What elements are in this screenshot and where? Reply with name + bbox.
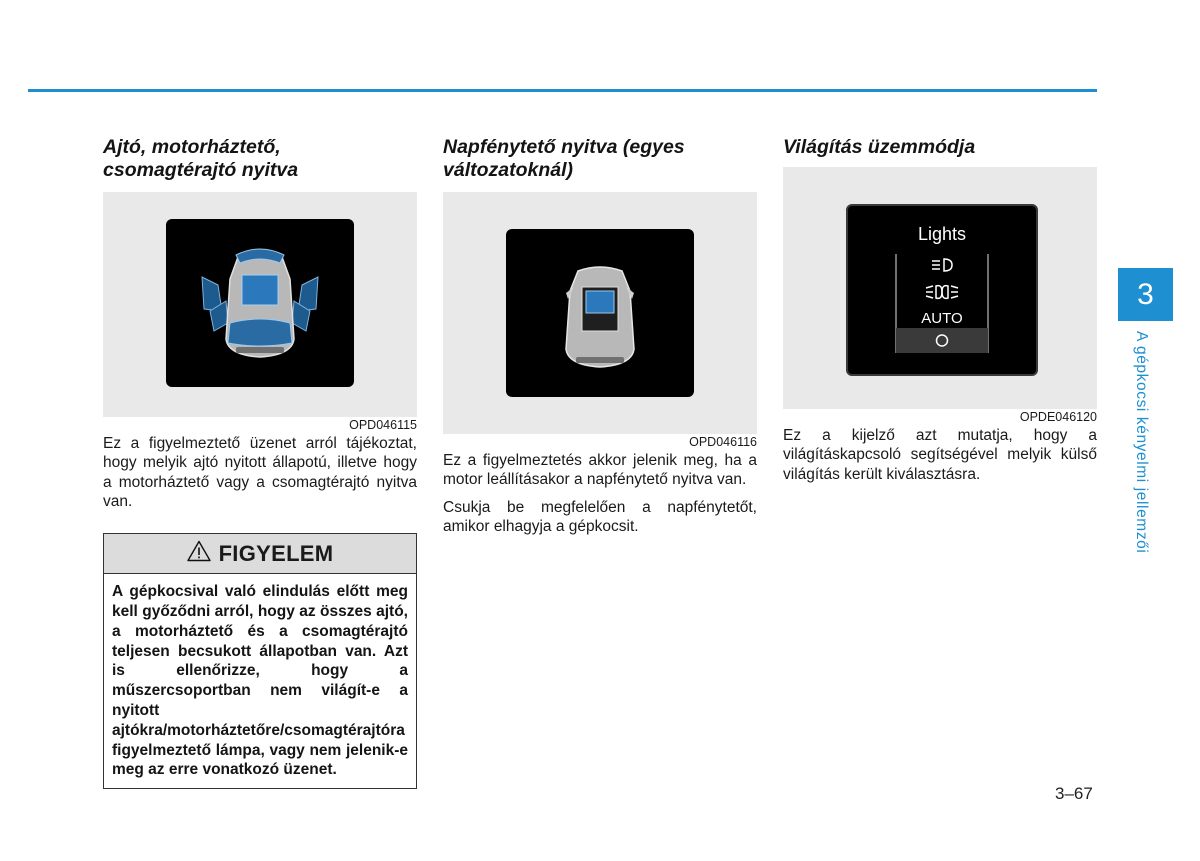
figure-doors-open — [103, 192, 417, 417]
headlamp-icon — [932, 259, 952, 271]
warning-triangle-icon — [187, 540, 211, 567]
top-rule — [28, 89, 1097, 92]
page-number: 3–67 — [1055, 784, 1093, 803]
warning-header — [104, 534, 416, 574]
lights-mode-display-icon — [846, 204, 1038, 376]
display-title: Lights — [917, 224, 967, 244]
section-heading: Ajtó, motorháztető, csomagtérajtó nyitva — [103, 136, 299, 181]
section-text: Csukja be megfelelően a napfénytetőt, amikor elhagyja a gépkocsit. — [443, 498, 757, 535]
section-text: Ez a figyelmeztető üzenet arról tájékoztat, hogy melyik ajtó nyitott állapotú, illetve hogy a motorháztető vagy a csomagtérajtó nyitva van. — [103, 435, 417, 510]
warning-title: FIGYELEM — [218, 540, 334, 566]
auto-option: AUTO — [921, 310, 963, 327]
section-text: Ez a kijelző azt mutatja, hogy a világításkapcsoló segítségével melyik külső világítás került kiválasztásra. — [783, 427, 1097, 483]
figure-code: OPDE046120 — [1019, 410, 1097, 424]
chapter-title: A gépkocsi kényelmi jellemzői — [1133, 331, 1150, 554]
section-heading: Világítás üzemmódja — [783, 136, 976, 158]
warning-text: A gépkocsival való elindulás előtt meg kell győződni arról, hogy az összes ajtó, a motorháztető és a csomagtérajtó teljesen becsukott állapotban van. Azt is ellenőrizze, hogy a műszercsoportban nem világít-e a nyitott ajtókra/motorháztetőre/csomagtérajtóra figyelmeztető lámpa, vagy nem jelenik-e meg az erre vonatkozó üzenet. — [112, 583, 408, 779]
section-lights-mode — [783, 136, 1097, 484]
section-doors-open — [103, 136, 417, 789]
car-sunroof-open-icon — [506, 229, 694, 397]
section-sunroof-open — [443, 136, 757, 536]
figure-code: OPD046116 — [689, 435, 757, 449]
section-heading: Napfénytető nyitva (egyes változatoknál) — [443, 136, 685, 181]
figure-lights-mode — [783, 167, 1097, 409]
position-lamp-icon — [926, 286, 958, 299]
car-doors-open-icon — [166, 219, 354, 387]
chapter-number-tab: 3 — [1118, 268, 1173, 321]
figure-code: OPD046115 — [349, 418, 417, 432]
warning-box — [103, 533, 417, 789]
section-text: Ez a figyelmeztetés akkor jelenik meg, ha a motor leállításakor a napfénytető nyitva van. — [443, 452, 757, 489]
figure-sunroof-open — [443, 192, 757, 434]
